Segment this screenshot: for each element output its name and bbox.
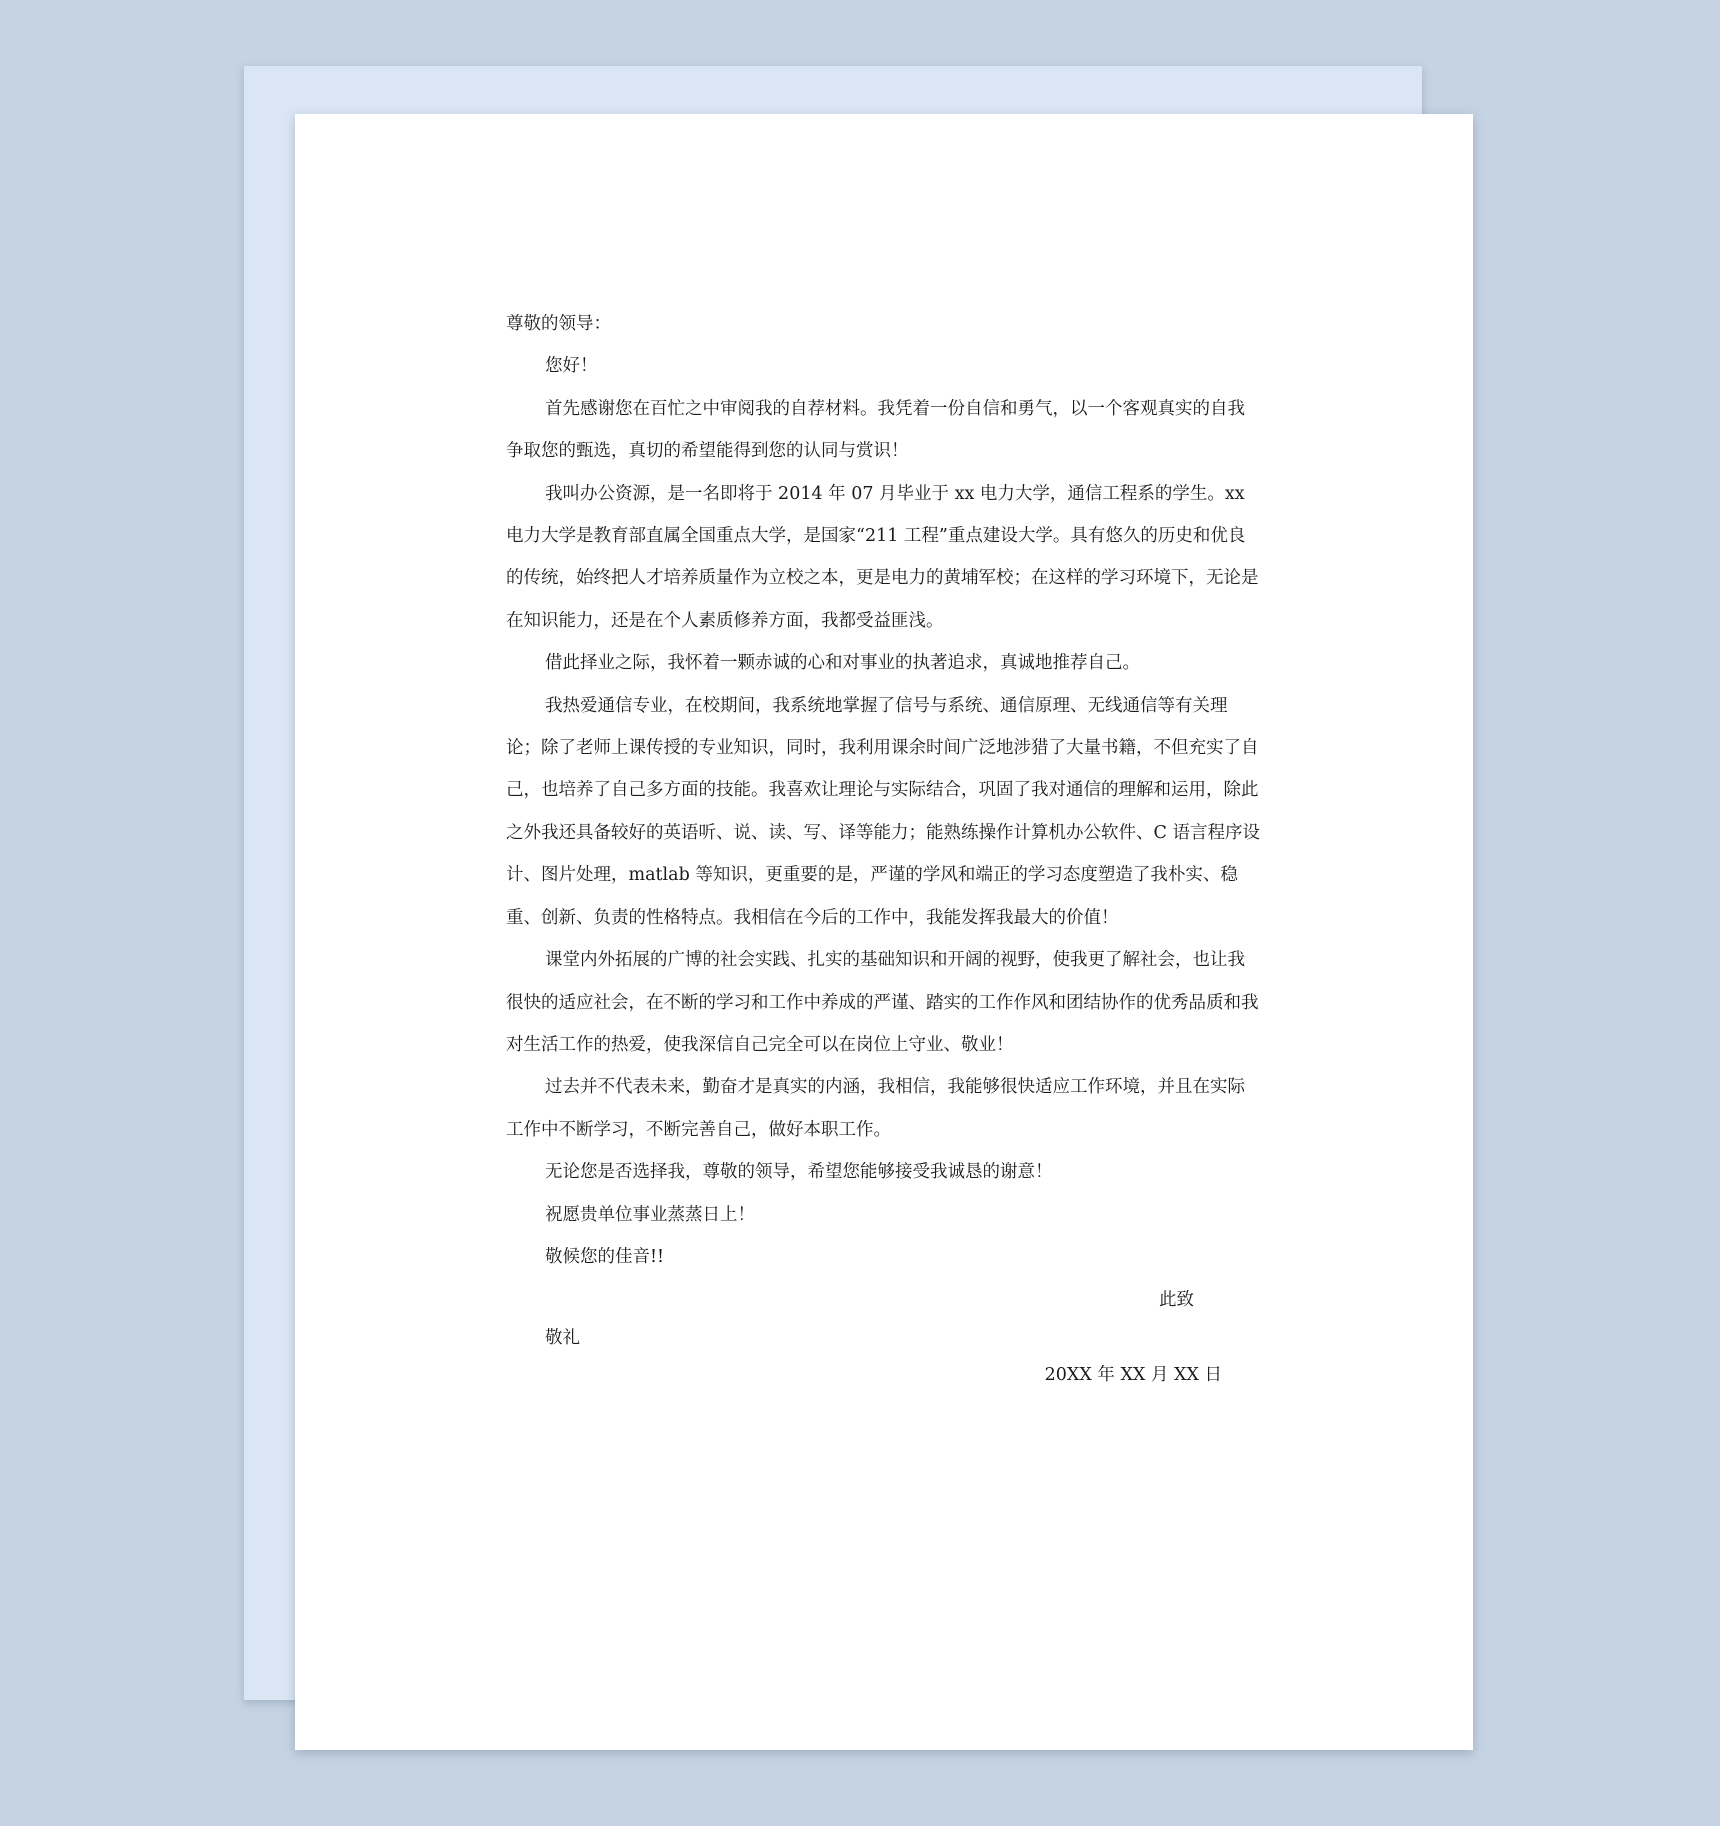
letter-paragraph-recommend: 借此择业之际，我怀着一颗赤诚的心和对事业的执著追求，真诚地推荐自己。 xyxy=(545,653,1140,674)
letter-paragraph-await: 敬候您的佳音!! xyxy=(545,1246,665,1267)
letter-greeting: 您好！ xyxy=(545,356,598,377)
cover-letter-body xyxy=(506,303,1262,1396)
letter-paragraph-intro: 首先感谢您在百忙之中审阅我的自荐材料。我凭着一份自信和勇气，以一个客观真实的自我争取您的甄选，真切的希望能得到您的认同与赏识！ xyxy=(506,398,1245,462)
letter-paragraph-practice: 课堂内外拓展的广博的社会实践、扎实的基础知识和开阔的视野，使我更了解社会，也让我很快的适应社会，在不断的学习和工作中养成的严谨、踏实的工作作风和团结协作的优秀品质和我对生活工作的热爱，使我深信自己完全可以在岗位上守业、敬业！ xyxy=(506,950,1259,1055)
letter-paragraph-future: 过去并不代表未来，勤奋才是真实的内涵，我相信，我能够很快适应工作环境，并且在实际工作中不断学习，不断完善自己，做好本职工作。 xyxy=(506,1077,1245,1140)
letter-date: 20XX 年 XX 月 XX 日 xyxy=(1044,1365,1222,1386)
letter-salutation: 尊敬的领导： xyxy=(506,314,611,334)
front-page-sheet xyxy=(295,114,1473,1750)
letter-paragraph-skills: 我热爱通信专业，在校期间，我系统地掌握了信号与系统、通信原理、无线通信等有关理论；除了老师上课传授的专业知识，同时，我利用课余时间广泛地涉猎了大量书籍，不但充实了自己，也培养了自己多方面的技能。我喜欢让理论与实际结合，巩固了我对通信的理解和运用，除此之外我还具备较好的英语听、说、读、写、译等能力；能熟练操作计算机办公软件、C 语言程序设计、图片处理，matlab 等知识，更重要的是，严谨的学风和端正的学习态度塑造了我朴实、稳重、创新、负责的性格特点。我相信在今后的工作中，我能发挥我最大的价值！ xyxy=(506,695,1260,928)
letter-paragraph-wishes: 祝愿贵单位事业蒸蒸日上！ xyxy=(545,1204,755,1225)
letter-paragraph-background: 我叫办公资源，是一名即将于 2014 年 07 月毕业于 xx 电力大学，通信工程系的学生。xx 电力大学是教育部直属全国重点大学，是国家“211 工程”重点建设大学。具有悠久的历史和优良的传统，始终把人才培养质量作为立校之本，更是电力的黄埔军校；在这样的学习环境下，无论是在知识能力，还是在个人素质修养方面，我都受益匪浅。 xyxy=(506,483,1259,631)
letter-closing: 此致 xyxy=(1159,1290,1194,1311)
letter-paragraph-thanks: 无论您是否选择我，尊敬的领导，希望您能够接受我诚恳的谢意！ xyxy=(545,1162,1053,1183)
letter-regards: 敬礼 xyxy=(545,1328,580,1349)
